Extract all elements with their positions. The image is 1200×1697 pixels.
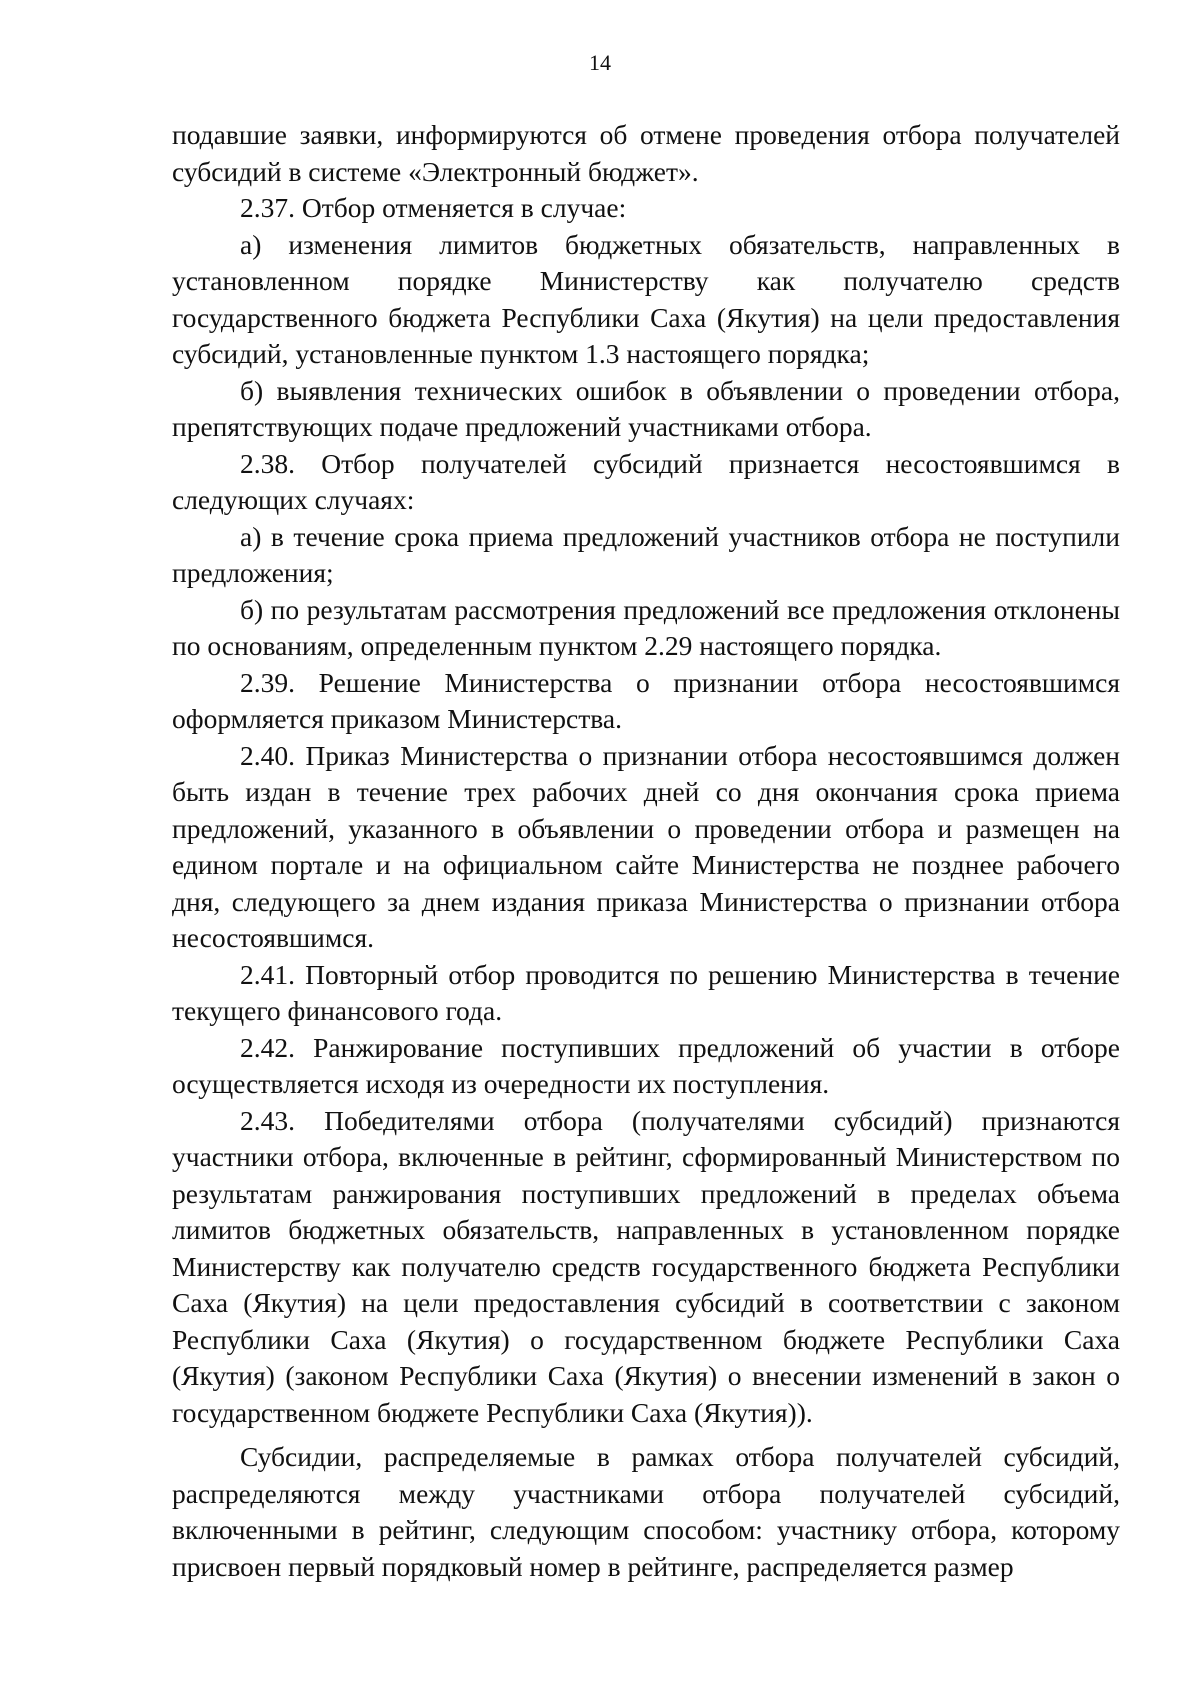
paragraph-subsidies-distribution: Субсидии, распределяемые в рамках отбора получателей субсидий, распределяются между участниками отбора получателей субсидий, включенными в рейтинг, следующим способом: участнику отбора, которому присвоен первый порядковый номер в рейтинге, распределяется размер (172, 1441, 1120, 1582)
page-number: 14 (589, 50, 611, 75)
paragraph-continuation: подавшие заявки, информируются об отмене проведения отбора получателей субсидий в системе «Электронный бюджет». (172, 119, 1120, 187)
paragraph-2-41: 2.41. Повторный отбор проводится по решению Министерства в течение текущего финансового года. (172, 958, 1120, 1026)
paragraph-2-42: 2.42. Ранжирование поступивших предложений об участии в отборе осуществляется исходя из очередности их поступления. (172, 1031, 1120, 1099)
paragraph-2-43: 2.43. Победителями отбора (получателями субсидий) признаются участники отбора, включенные в рейтинг, сформированный Министерством по результатам ранжирования поступивших предложений в пределах объема лимитов бюджетных обязательств, направленных в установленном порядке Министерству как получателю средств государственного бюджета Республики Саха (Якутия) на цели предоставления субсидий в соответствии с законом Республики Саха (Якутия) о государственном бюджете Республики Саха (Якутия) (законом Республики Саха (Якутия) о внесении изменений в закон о государственном бюджете Республики Саха (Якутия)). (172, 1104, 1120, 1428)
paragraph-2-38-b: б) по результатам рассмотрения предложений все предложения отклонены по основаниям, определенным пунктом 2.29 настоящего порядка. (172, 593, 1120, 661)
paragraph-2-37-a: а) изменения лимитов бюджетных обязательств, направленных в установленном порядке Министерству как получателю средств государственного бюджета Республики Саха (Якутия) на цели предоставления субсидий, установленные пунктом 1.3 настоящего порядка; (172, 228, 1120, 369)
paragraph-2-40: 2.40. Приказ Министерства о признании отбора несостоявшимся должен быть издан в течение трех рабочих дней со дня окончания срока приема предложений, указанного в объявлении о проведении отбора и размещен на едином портале и на официальном сайте Министерства не позднее рабочего дня, следующего за днем издания приказа Министерства о признании отбора несостоявшимся. (172, 739, 1120, 953)
paragraph-2-39: 2.39. Решение Министерства о признании отбора несостоявшимся оформляется приказом Министерства. (172, 666, 1120, 734)
paragraph-2-38: 2.38. Отбор получателей субсидий признается несостоявшимся в следующих случаях: (172, 447, 1120, 515)
document-body (172, 117, 1120, 1585)
paragraph-2-38-a: а) в течение срока приема предложений участников отбора не поступили предложения; (172, 520, 1120, 588)
paragraph-2-37-b: б) выявления технических ошибок в объявлении о проведении отбора, препятствующих подаче предложений участниками отбора. (172, 374, 1120, 442)
paragraph-2-37: 2.37. Отбор отменяется в случае: (240, 192, 627, 223)
